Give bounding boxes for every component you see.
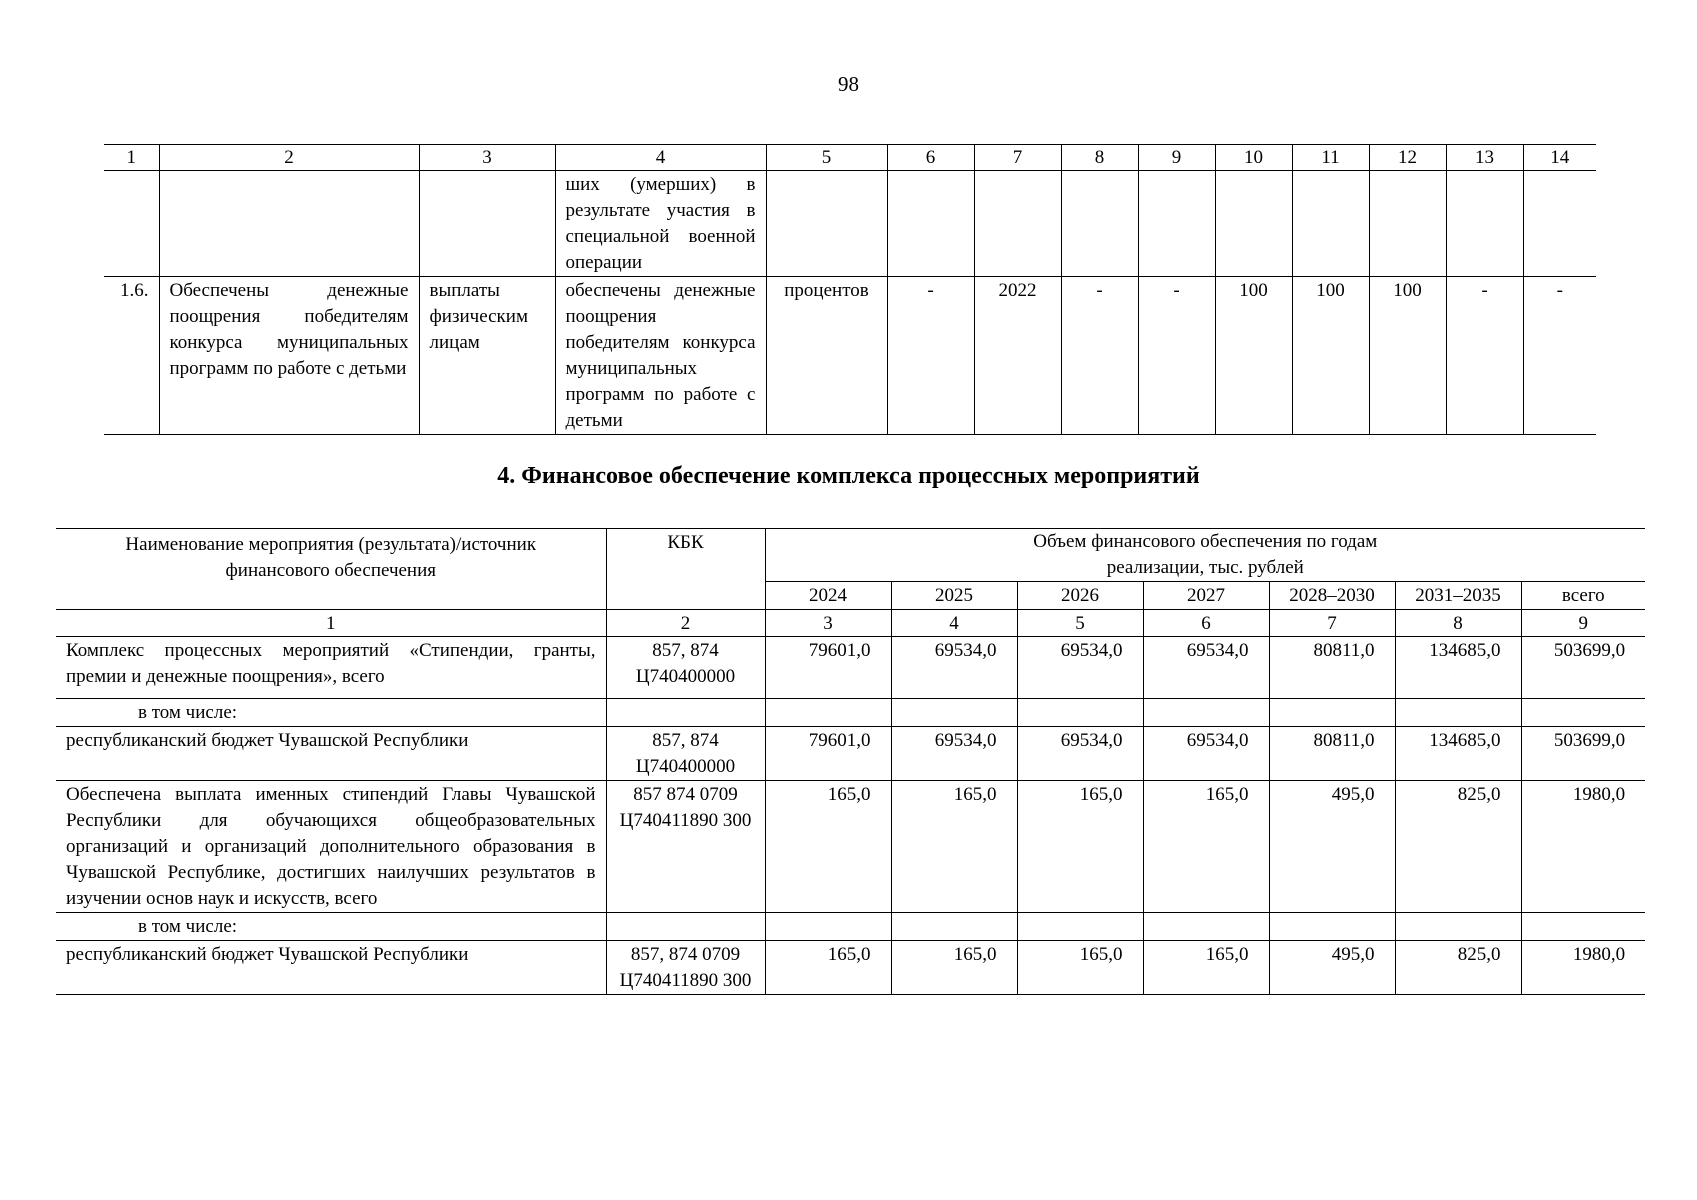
- column-number: 7: [1269, 610, 1395, 637]
- funding-source: республиканский бюджет Чувашской Республики: [56, 727, 606, 781]
- table-row: [104, 277, 1596, 435]
- amount-cell: 825,0: [1395, 781, 1521, 913]
- value-cell: 100: [1215, 277, 1292, 435]
- description-cell: обеспечены денежные поощрения победителям конкурса муниципальных программ по работе с детьми: [555, 277, 766, 435]
- table-row: [104, 171, 1596, 277]
- column-number: 2: [606, 610, 765, 637]
- total-header: всего: [1521, 582, 1645, 610]
- table-header-row: [104, 145, 1596, 171]
- column-number: 4: [555, 145, 766, 171]
- amount-cell: 69534,0: [891, 637, 1017, 699]
- name-column-header: Наименование мероприятия (результата)/источник финансового обеспечения: [56, 529, 606, 610]
- amount-cell: 69534,0: [1017, 637, 1143, 699]
- column-number: 1: [104, 145, 159, 171]
- amount-cell: 79601,0: [765, 727, 891, 781]
- amount-cell: 79601,0: [765, 637, 891, 699]
- volume-column-header: Объем финансового обеспечения по годам реализации, тыс. рублей: [765, 529, 1645, 582]
- column-number: 5: [1017, 610, 1143, 637]
- amount-cell: 1980,0: [1521, 781, 1645, 913]
- year-header: 2028–2030: [1269, 582, 1395, 610]
- table-row: [56, 727, 1645, 781]
- activity-name: Обеспечена выплата именных стипендий Главы Чувашской Республики для обучающихся общеобразовательных организаций и организаций дополнительного образования в Чувашской Республике, достигших наилучших результатов в изучении основ наук и искусств, всего: [56, 781, 606, 913]
- column-number: 3: [419, 145, 555, 171]
- amount-cell: 495,0: [1269, 781, 1395, 913]
- year-header: 2031–2035: [1395, 582, 1521, 610]
- column-number: 5: [766, 145, 887, 171]
- amount-cell: 69534,0: [891, 727, 1017, 781]
- column-number: 11: [1292, 145, 1369, 171]
- column-number: 9: [1521, 610, 1645, 637]
- amount-cell: 69534,0: [1143, 637, 1269, 699]
- column-number: 10: [1215, 145, 1292, 171]
- amount-cell: 1980,0: [1521, 941, 1645, 995]
- amount-cell: 495,0: [1269, 941, 1395, 995]
- table-row: [56, 637, 1645, 699]
- table-row: [56, 781, 1645, 913]
- subtotal-label: в том числе:: [56, 913, 606, 941]
- column-numbers-row: [56, 610, 1645, 637]
- kbk-cell: 857 874 0709 Ц740411890 300: [606, 781, 765, 913]
- amount-cell: 165,0: [1017, 781, 1143, 913]
- result-type: выплаты физическим лицам: [419, 277, 555, 435]
- column-number: 3: [765, 610, 891, 637]
- amount-cell: 134685,0: [1395, 637, 1521, 699]
- kbk-cell: 857, 874 Ц740400000: [606, 637, 765, 699]
- subtotal-label: в том числе:: [56, 699, 606, 727]
- section-title: 4. Финансовое обеспечение комплекса процессных мероприятий: [497, 463, 1200, 489]
- row-number: 1.6.: [104, 277, 159, 435]
- activity-name: Комплекс процессных мероприятий «Стипендии, гранты, премии и денежные поощрения», всего: [56, 637, 606, 699]
- table-row: [56, 941, 1645, 995]
- table-header-row: [56, 529, 1645, 582]
- amount-cell: 69534,0: [1143, 727, 1269, 781]
- page-number: 98: [838, 72, 859, 96]
- financing-table: [56, 528, 1645, 995]
- result-name: Обеспечены денежные поощрения победителям конкурса муниципальных программ по работе с детьми: [159, 277, 419, 435]
- kbk-column-header: КБК: [606, 529, 765, 610]
- amount-cell: 80811,0: [1269, 727, 1395, 781]
- year-header: 2024: [765, 582, 891, 610]
- column-number: 1: [56, 610, 606, 637]
- kbk-cell: 857, 874 0709 Ц740411890 300: [606, 941, 765, 995]
- year-cell: 2022: [974, 277, 1061, 435]
- column-number: 6: [887, 145, 974, 171]
- amount-cell: 825,0: [1395, 941, 1521, 995]
- kbk-cell: 857, 874 Ц740400000: [606, 727, 765, 781]
- value-cell: 100: [1369, 277, 1446, 435]
- column-number: 6: [1143, 610, 1269, 637]
- table-row: [56, 913, 1645, 941]
- amount-cell: 80811,0: [1269, 637, 1395, 699]
- value-cell: -: [1446, 277, 1523, 435]
- year-header: 2026: [1017, 582, 1143, 610]
- year-header: 2027: [1143, 582, 1269, 610]
- value-cell: -: [1138, 277, 1215, 435]
- column-number: 14: [1523, 145, 1596, 171]
- amount-cell: 165,0: [891, 781, 1017, 913]
- value-cell: -: [887, 277, 974, 435]
- column-number: 2: [159, 145, 419, 171]
- amount-cell: 165,0: [1143, 941, 1269, 995]
- funding-source: республиканский бюджет Чувашской Республики: [56, 941, 606, 995]
- amount-cell: 503699,0: [1521, 727, 1645, 781]
- column-number: 7: [974, 145, 1061, 171]
- column-number: 8: [1061, 145, 1138, 171]
- column-number: 12: [1369, 145, 1446, 171]
- year-header: 2025: [891, 582, 1017, 610]
- amount-cell: 134685,0: [1395, 727, 1521, 781]
- indicators-table: [104, 144, 1596, 435]
- amount-cell: 503699,0: [1521, 637, 1645, 699]
- column-number: 8: [1395, 610, 1521, 637]
- description-cell: ших (умерших) в результате участия в специальной военной операции: [555, 171, 766, 277]
- column-number: 13: [1446, 145, 1523, 171]
- column-number: 9: [1138, 145, 1215, 171]
- amount-cell: 165,0: [765, 941, 891, 995]
- amount-cell: 165,0: [891, 941, 1017, 995]
- unit-cell: процентов: [766, 277, 887, 435]
- amount-cell: 165,0: [765, 781, 891, 913]
- table-row: [56, 699, 1645, 727]
- value-cell: -: [1523, 277, 1596, 435]
- amount-cell: 69534,0: [1017, 727, 1143, 781]
- value-cell: 100: [1292, 277, 1369, 435]
- column-number: 4: [891, 610, 1017, 637]
- amount-cell: 165,0: [1143, 781, 1269, 913]
- amount-cell: 165,0: [1017, 941, 1143, 995]
- value-cell: -: [1061, 277, 1138, 435]
